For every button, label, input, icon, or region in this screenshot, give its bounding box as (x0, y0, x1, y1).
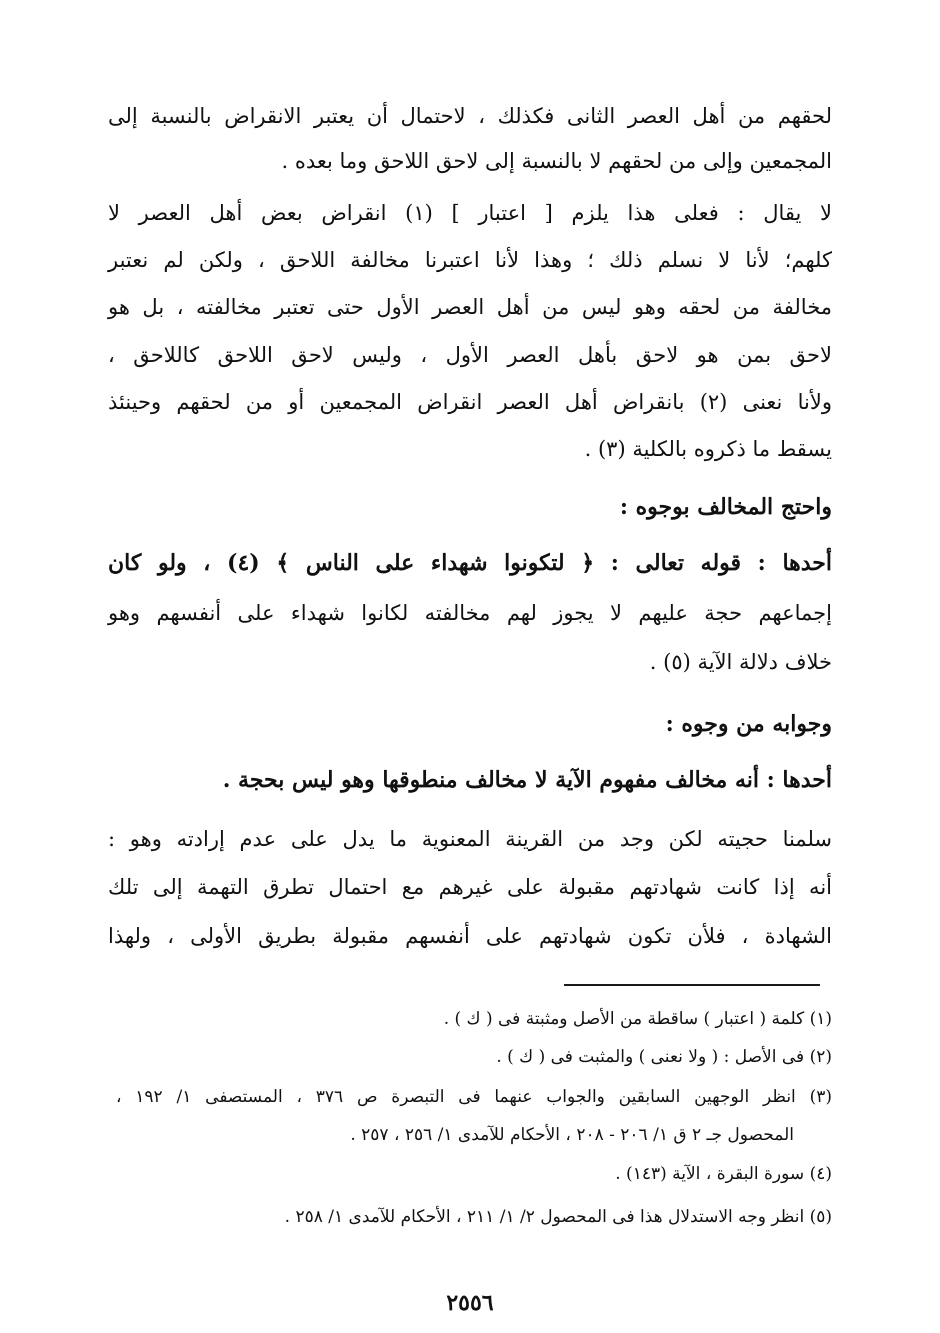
footnote-2: (٢) فى الأصل : ( ولا نعنى ) والمثبت فى ( ك ) . (496, 1047, 832, 1067)
body-line-16: أنه إذا كانت شهادتهم مقبولة على غيرهم مع احتمال تطرق التهمة إلى تلك (108, 875, 832, 899)
page-number: ٢٥٥٦ (446, 1290, 494, 1316)
body-line-4: كلهم؛ لأنا لا نسلم ذلك ؛ وهذا لأنا اعتبرنا مخالفة اللاحق ، ولكن لم نعتبر (108, 248, 832, 272)
body-line-2: المجمعين وإلى من لحقهم لا بالنسبة إلى لاحق اللاحق وما بعده . (281, 149, 832, 173)
footnote-5: (٥) انظر وجه الاستدلال هذا فى المحصول ٢/ ١/ ٢١١ ، الأحكام للآمدى ١/ ٢٥٨ . (284, 1207, 832, 1227)
body-line-5: مخالفة من لحقه وهو ليس من أهل العصر الأول حتى تعتبر مخالفته ، بل هو (108, 295, 832, 319)
body-line-8: يسقط ما ذكروه بالكلية (٣) . (584, 437, 832, 461)
book-page (108, 0, 832, 1333)
footnote-3: (٣) انظر الوجهين السابقين والجواب عنهما فى التبصرة ص ٣٧٦ ، المستصفى ١/ ١٩٢ ، (116, 1087, 832, 1107)
body-line-11: إجماعهم حجة عليهم لا يجوز لهم مخالفته لكانوا شهداء على أنفسهم وهو (108, 601, 832, 625)
body-line-3: لا يقال : فعلى هذا يلزم [ اعتبار ] (١) انقراض بعض أهل العصر لا (108, 201, 832, 225)
body-line-10: أحدها : قوله تعالى : ﴿ لتكونوا شهداء على الناس ﴾ (٤) ، ولو كان (108, 550, 833, 576)
body-line-1: لحقهم من أهل العصر الثانى فكذلك ، لاحتمال أن يعتبر الانقراض بالنسبة إلى (108, 104, 832, 128)
body-line-7: ولأنا نعنى (٢) بانقراض أهل العصر انقراض المجمعين أو من لحقهم وحينئذ (108, 390, 832, 414)
answer-heading: وجوابه من وجوه : (665, 711, 832, 737)
body-line-6: لاحق بمن هو لاحق بأهل العصر الأول ، وليس لاحق اللاحق كاللاحق ، (108, 343, 832, 367)
section-heading: واحتج المخالف بوجوه : (619, 494, 832, 520)
body-line-17: الشهادة ، فلأن تكون شهادتهم على أنفسهم مقبولة بطريق الأولى ، ولهذا (108, 924, 832, 948)
footnote-separator (564, 984, 820, 986)
body-line-15: سلمنا حجيته لكن وجد من القرينة المعنوية ما يدل على عدم إرادته وهو : (108, 827, 832, 851)
body-line-12: خلاف دلالة الآية (٥) . (649, 650, 832, 674)
footnote-1: (١) كلمة ( اعتبار ) ساقطة من الأصل ومثبتة فى ( ك ) . (443, 1009, 832, 1029)
footnote-4: (٤) سورة البقرة ، الآية (١٤٣) . (615, 1164, 832, 1184)
body-line-14: أحدها : أنه مخالف مفهوم الآية لا مخالف منطوقها وهو ليس بحجة . (222, 767, 832, 793)
footnote-3-continued: المحصول جـ ٢ ق ١/ ٢٠٦ - ٢٠٨ ، الأحكام للآمدى ١/ ٢٥٦ ، ٢٥٧ . (350, 1125, 794, 1145)
